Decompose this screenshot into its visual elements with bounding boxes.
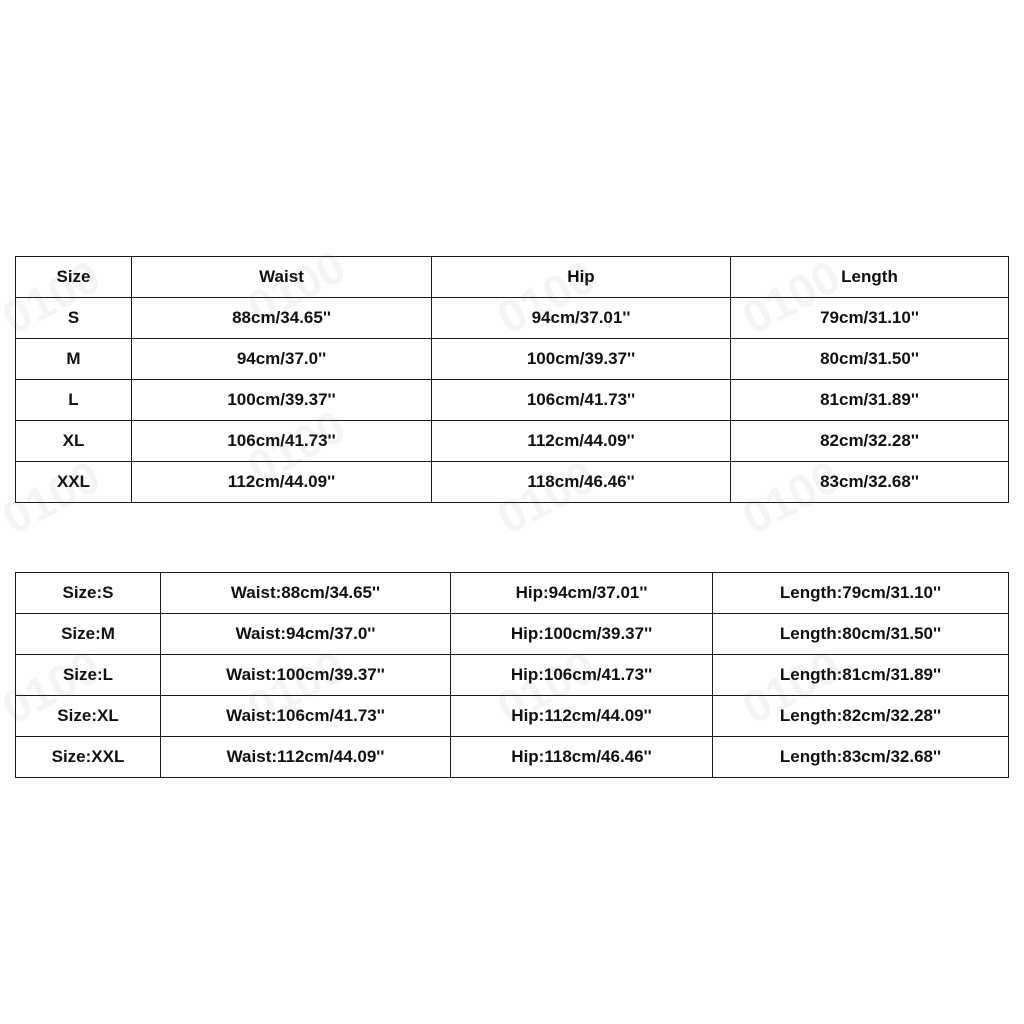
cell-size: Size:M	[16, 614, 161, 655]
cell-length: 83cm/32.68''	[731, 462, 1009, 503]
table-row	[16, 421, 1009, 462]
header-waist: Waist	[132, 257, 432, 298]
cell-size: L	[16, 380, 132, 421]
cell-waist: Waist:88cm/34.65''	[161, 573, 451, 614]
cell-length: 82cm/32.28''	[731, 421, 1009, 462]
cell-waist: Waist:106cm/41.73''	[161, 696, 451, 737]
cell-size: Size:XL	[16, 696, 161, 737]
cell-hip: Hip:94cm/37.01''	[451, 573, 713, 614]
cell-size: Size:S	[16, 573, 161, 614]
cell-waist: 88cm/34.65''	[132, 298, 432, 339]
cell-length: Length:79cm/31.10''	[713, 573, 1009, 614]
cell-size: XL	[16, 421, 132, 462]
cell-waist: 112cm/44.09''	[132, 462, 432, 503]
cell-hip: Hip:112cm/44.09''	[451, 696, 713, 737]
cell-length: Length:80cm/31.50''	[713, 614, 1009, 655]
table-header-row	[16, 257, 1009, 298]
cell-hip: 118cm/46.46''	[432, 462, 731, 503]
table-row	[16, 573, 1009, 614]
cell-length: 80cm/31.50''	[731, 339, 1009, 380]
cell-length: 81cm/31.89''	[731, 380, 1009, 421]
size-chart-table	[15, 256, 1009, 503]
table-row	[16, 298, 1009, 339]
table-row	[16, 614, 1009, 655]
cell-size: S	[16, 298, 132, 339]
header-hip: Hip	[432, 257, 731, 298]
cell-length: Length:81cm/31.89''	[713, 655, 1009, 696]
cell-size: Size:XXL	[16, 737, 161, 778]
cell-waist: 100cm/39.37''	[132, 380, 432, 421]
cell-size: XXL	[16, 462, 132, 503]
table-row	[16, 339, 1009, 380]
table-row	[16, 380, 1009, 421]
cell-waist: Waist:94cm/37.0''	[161, 614, 451, 655]
table-row	[16, 737, 1009, 778]
table-row	[16, 462, 1009, 503]
cell-hip: 106cm/41.73''	[432, 380, 731, 421]
header-size: Size	[16, 257, 132, 298]
cell-hip: Hip:118cm/46.46''	[451, 737, 713, 778]
cell-length: Length:83cm/32.68''	[713, 737, 1009, 778]
cell-waist: Waist:112cm/44.09''	[161, 737, 451, 778]
cell-hip: 112cm/44.09''	[432, 421, 731, 462]
labeled-size-chart-table	[15, 572, 1009, 778]
cell-hip: 100cm/39.37''	[432, 339, 731, 380]
cell-waist: 106cm/41.73''	[132, 421, 432, 462]
cell-size: Size:L	[16, 655, 161, 696]
cell-hip: Hip:106cm/41.73''	[451, 655, 713, 696]
cell-length: 79cm/31.10''	[731, 298, 1009, 339]
cell-length: Length:82cm/32.28''	[713, 696, 1009, 737]
table-row	[16, 655, 1009, 696]
cell-waist: 94cm/37.0''	[132, 339, 432, 380]
table-row	[16, 696, 1009, 737]
cell-hip: 94cm/37.01''	[432, 298, 731, 339]
cell-size: M	[16, 339, 132, 380]
header-length: Length	[731, 257, 1009, 298]
cell-hip: Hip:100cm/39.37''	[451, 614, 713, 655]
cell-waist: Waist:100cm/39.37''	[161, 655, 451, 696]
